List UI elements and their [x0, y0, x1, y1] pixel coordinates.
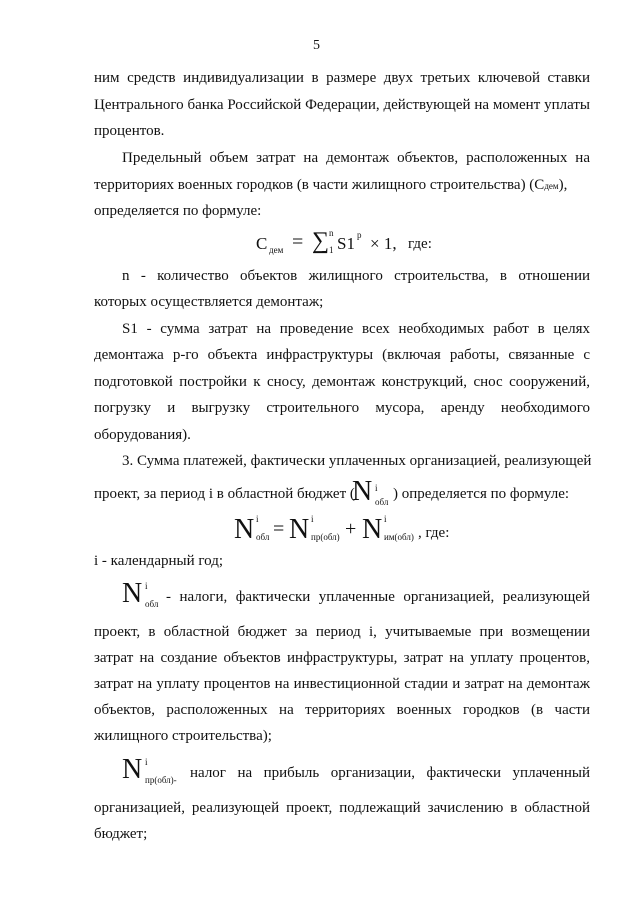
equals-sign: =: [273, 518, 285, 540]
text-line: процентов.: [94, 123, 165, 139]
text-fragment: налог на прибыль организации, фактически уплаченный: [190, 765, 590, 781]
symbol-N: N: [122, 578, 143, 609]
text-line: n - количество объектов жилищного строительства, в отношении: [122, 268, 590, 284]
sigma-lower: 1: [329, 245, 334, 255]
formula-term: S1: [337, 234, 355, 253]
symbol-sup: i: [145, 581, 148, 591]
formula-where: , где:: [418, 525, 450, 541]
text-line: оборудования).: [94, 427, 191, 443]
text-fragment: проект, за период i в областной бюджет (: [94, 486, 355, 502]
text-line: Предельный объем затрат на демонтаж объектов, расположенных на: [122, 150, 590, 166]
text-line: организацией, реализующей проект, подлежащий зачислению в областной: [94, 800, 590, 816]
text-line: затрат на уплату процентов на инвестиционной стадии и затрат на демонтаж: [94, 676, 590, 692]
formula-N: N: [234, 514, 255, 545]
text-line: демонтажа р-го объекта инфраструктуры (включая работы, связанные с: [94, 347, 590, 363]
text-line: проект, в областной бюджет за период i, учитываемые при возмещении: [94, 624, 590, 640]
formula-times: × 1,: [370, 234, 397, 253]
formula-sub: им(обл): [384, 532, 414, 542]
text-line: погрузку и выгрузку строительного мусора, аренду необходимого: [94, 400, 590, 416]
text-fragment: территориях военных городков (в части жилищного строительства) (C: [94, 177, 545, 193]
text-line: [94, 175, 590, 196]
text-line: [94, 478, 590, 508]
text-line: 3. Сумма платежей, фактически уплаченных организацией, реализующей: [122, 453, 592, 469]
equals-sign: =: [292, 231, 304, 253]
symbol-N: N: [122, 754, 143, 785]
text-line: S1 - сумма затрат на проведение всех необходимых работ в целях: [122, 321, 590, 337]
plus-sign: +: [345, 518, 357, 540]
formula-sup: i: [384, 514, 387, 524]
formula-lhs: C: [256, 234, 268, 253]
text-fragment: - налоги, фактически уплаченные организацией, реализующей: [166, 589, 590, 605]
text-line: подготовкой постройки к сносу, демонтаж конструкций, снос сооружений,: [94, 374, 590, 390]
formula-N: N: [362, 514, 383, 545]
symbol-sup: i: [375, 483, 378, 493]
text-line: затрат на создание объектов инфраструктуры, затрат на уплату процентов,: [94, 650, 590, 666]
page-number: 5: [313, 38, 320, 53]
formula-lhs-sub: дем: [269, 245, 284, 255]
formula-where: где:: [408, 236, 432, 252]
symbol-sup: i: [145, 757, 148, 767]
symbol-sub: обл: [375, 497, 389, 507]
formula-sub: обл: [256, 532, 270, 542]
text-line: объектов, расположенных на территориях военных городков (в части: [94, 702, 590, 718]
formula-sub: пр(обл): [311, 532, 340, 542]
text-line: жилищного строительства);: [94, 728, 272, 744]
subscript: дем: [544, 181, 559, 191]
formula-N: N: [289, 514, 310, 545]
text-fragment: ) определяется по формуле:: [393, 486, 570, 502]
formula-sup: i: [256, 514, 259, 524]
text-line: [94, 576, 590, 610]
sigma-symbol: ∑: [312, 228, 330, 254]
formula-term-sup: p: [357, 230, 362, 240]
text-line: Центрального банка Российской Федерации, действующей на момент уплаты: [94, 97, 590, 113]
symbol-N: N: [352, 476, 373, 507]
text-line: определяется по формуле:: [94, 203, 262, 219]
text-line: бюджет;: [94, 826, 148, 842]
text-line: [94, 752, 590, 788]
formula-demontazh: [0, 228, 633, 262]
text-fragment: ),: [558, 177, 568, 193]
text-line: ним средств индивидуализации в размере двух третьих ключевой ставки: [94, 70, 590, 86]
formula-sup: i: [311, 514, 314, 524]
formula-payments: [0, 514, 633, 548]
text-line: которых осуществляется демонтаж;: [94, 294, 324, 310]
sigma-upper: n: [329, 228, 334, 238]
text-line: i - календарный год;: [94, 553, 224, 569]
symbol-sub: обл: [145, 599, 159, 609]
symbol-sub: пр(обл)-: [145, 775, 177, 785]
